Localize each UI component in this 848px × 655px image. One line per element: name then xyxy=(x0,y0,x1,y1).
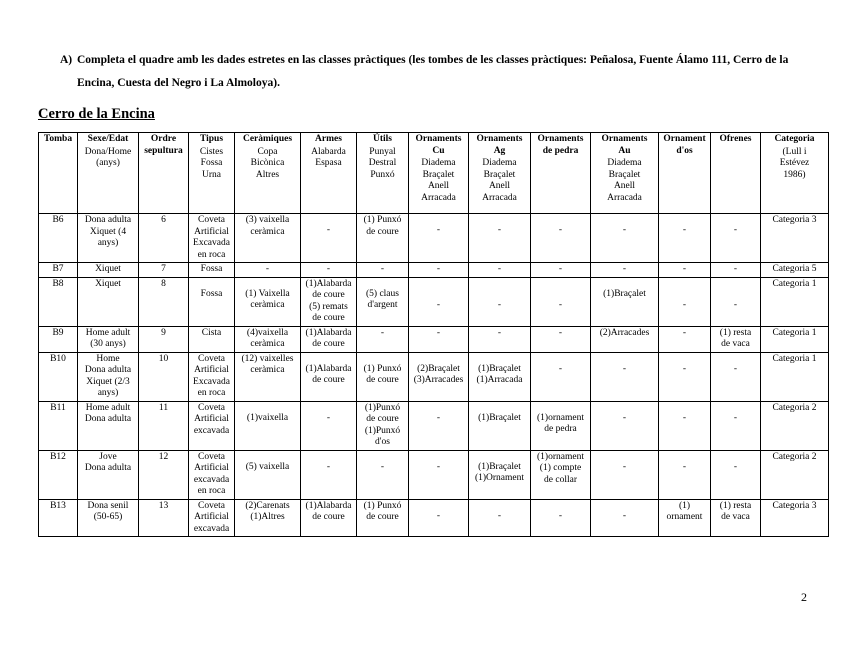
column-header-title: Ceràmiques xyxy=(242,134,293,144)
ornament-au-cell: (1)Braçalet xyxy=(591,277,659,326)
column-header xyxy=(78,133,139,214)
column-header xyxy=(761,133,829,214)
table-row xyxy=(39,352,829,401)
ceramics-cell: - xyxy=(235,263,301,278)
column-header-subtitle: Alabarda Espasa xyxy=(311,146,346,168)
ceramics-cell: (1)vaixella xyxy=(235,401,301,450)
column-header-title: Ofrenes xyxy=(719,134,752,144)
offerings-cell: - xyxy=(711,263,761,278)
weapons-cell: (1)Alabarda de coure xyxy=(301,326,357,352)
ornament-stone-cell: (1)ornament (1) compte de collar xyxy=(531,450,591,499)
offerings-cell: - xyxy=(711,352,761,401)
tools-cell: (5) claus d'argent xyxy=(357,277,409,326)
ceramics-cell: (4)vaixella ceràmica xyxy=(235,326,301,352)
tools-cell: (1) Punxó de coure xyxy=(357,499,409,537)
column-header xyxy=(139,133,189,214)
table-body xyxy=(39,214,829,537)
table-header-row xyxy=(39,133,829,214)
ornament-cu-cell: - xyxy=(409,499,469,537)
order-cell: 7 xyxy=(139,263,189,278)
ornament-stone-cell: (1)ornament de pedra xyxy=(531,401,591,450)
ornament-cu-cell: - xyxy=(409,401,469,450)
ornament-au-cell: - xyxy=(591,401,659,450)
ornament-au-cell: - xyxy=(591,352,659,401)
ornament-au-cell: - xyxy=(591,214,659,263)
ornament-cu-cell: (2)Braçalet (3)Arracades xyxy=(409,352,469,401)
sex-age-cell: Xiquet xyxy=(78,263,139,278)
sex-age-cell: Dona senil (50-65) xyxy=(78,499,139,537)
ornament-cu-cell: - xyxy=(409,277,469,326)
order-cell: 9 xyxy=(139,326,189,352)
weapons-cell: - xyxy=(301,263,357,278)
sex-age-cell: Xiquet xyxy=(78,277,139,326)
tools-cell: (1) Punxó de coure xyxy=(357,214,409,263)
ornament-stone-cell: - xyxy=(531,277,591,326)
column-header xyxy=(591,133,659,214)
ceramics-cell: (12) vaixelles ceràmica xyxy=(235,352,301,401)
category-cell: Categoria 1 xyxy=(761,352,829,401)
tomba-cell: B11 xyxy=(39,401,78,450)
weapons-cell: (1)Alabarda de coure xyxy=(301,499,357,537)
ornament-ag-cell: - xyxy=(469,499,531,537)
ornament-stone-cell: - xyxy=(531,352,591,401)
ornament-bone-cell: - xyxy=(659,326,711,352)
ornament-bone-cell: - xyxy=(659,352,711,401)
ornament-cu-cell: - xyxy=(409,263,469,278)
column-header-subtitle: Copa Bicònica Altres xyxy=(250,146,285,180)
column-header xyxy=(469,133,531,214)
category-cell: Categoria 1 xyxy=(761,277,829,326)
ornament-cu-cell: - xyxy=(409,214,469,263)
column-header-title: Ornaments Cu xyxy=(415,134,462,156)
tools-cell: - xyxy=(357,326,409,352)
ceramics-cell: (1) Vaixella ceràmica xyxy=(235,277,301,326)
ornament-bone-cell: - xyxy=(659,263,711,278)
ornament-au-cell: - xyxy=(591,450,659,499)
tomba-cell: B8 xyxy=(39,277,78,326)
column-header-title: Ornaments de pedra xyxy=(537,134,584,156)
type-cell: Coveta Artificial Excavada en roca xyxy=(189,214,235,263)
column-header-subtitle: Diadema Braçalet Anell Arracada xyxy=(607,158,642,203)
ceramics-cell: (5) vaixella xyxy=(235,450,301,499)
ornament-au-cell: - xyxy=(591,263,659,278)
ornament-bone-cell: - xyxy=(659,214,711,263)
category-cell: Categoria 5 xyxy=(761,263,829,278)
ornament-au-cell: - xyxy=(591,499,659,537)
tomba-cell: B9 xyxy=(39,326,78,352)
ornament-ag-cell: (1)Braçalet xyxy=(469,401,531,450)
tomba-cell: B12 xyxy=(39,450,78,499)
table-row xyxy=(39,277,829,326)
ornament-bone-cell: (1) ornament xyxy=(659,499,711,537)
weapons-cell: - xyxy=(301,401,357,450)
type-cell: Coveta Artificial Excavada en roca xyxy=(189,352,235,401)
tomb-table xyxy=(38,132,829,537)
weapons-cell: - xyxy=(301,214,357,263)
instruction-marker: A) xyxy=(60,54,73,66)
category-cell: Categoria 2 xyxy=(761,401,829,450)
column-header-title: Ornaments Ag xyxy=(476,134,523,156)
tomba-cell: B10 xyxy=(39,352,78,401)
column-header-subtitle: Punyal Destral Punxó xyxy=(368,146,397,180)
ornament-bone-cell: - xyxy=(659,450,711,499)
tools-cell: - xyxy=(357,263,409,278)
column-header xyxy=(189,133,235,214)
sex-age-cell: Home adult (30 anys) xyxy=(78,326,139,352)
column-header xyxy=(659,133,711,214)
column-header-subtitle: Dona/Home (anys) xyxy=(84,146,132,168)
column-header xyxy=(409,133,469,214)
column-header-subtitle: Cistes Fossa Urna xyxy=(199,146,224,180)
ornament-bone-cell: - xyxy=(659,401,711,450)
table-row xyxy=(39,401,829,450)
column-header-subtitle: Diadema Braçalet Anell Arracada xyxy=(421,158,456,203)
ornament-ag-cell: - xyxy=(469,326,531,352)
category-cell: Categoria 3 xyxy=(761,214,829,263)
column-header xyxy=(301,133,357,214)
column-header-title: Ornaments Au xyxy=(601,134,648,156)
order-cell: 8 xyxy=(139,277,189,326)
type-cell: Coveta Artificial excavada xyxy=(189,499,235,537)
column-header-title: Armes xyxy=(315,134,342,144)
sex-age-cell: Dona adulta Xiquet (4 anys) xyxy=(78,214,139,263)
column-header-title: Útils xyxy=(373,134,392,144)
ornament-bone-cell: - xyxy=(659,277,711,326)
column-header xyxy=(235,133,301,214)
ornament-ag-cell: - xyxy=(469,263,531,278)
tomba-cell: B6 xyxy=(39,214,78,263)
column-header-title: Tomba xyxy=(43,134,73,144)
ornament-stone-cell: - xyxy=(531,214,591,263)
table-row xyxy=(39,326,829,352)
column-header xyxy=(357,133,409,214)
table-row xyxy=(39,263,829,278)
table-row xyxy=(39,499,829,537)
page-number: 2 xyxy=(801,590,807,604)
type-cell: Coveta Artificial excavada xyxy=(189,401,235,450)
column-header-title: Ordre sepultura xyxy=(144,134,183,156)
ornament-ag-cell: (1)Braçalet (1)Ornament xyxy=(469,450,531,499)
ornament-ag-cell: - xyxy=(469,277,531,326)
table-row xyxy=(39,450,829,499)
weapons-cell: - xyxy=(301,450,357,499)
ornament-cu-cell: - xyxy=(409,450,469,499)
ornament-stone-cell: - xyxy=(531,326,591,352)
sex-age-cell: Home Dona adulta Xiquet (2/3 anys) xyxy=(78,352,139,401)
column-header-title: Tipus xyxy=(199,134,224,144)
weapons-cell: (1)Alabarda de coure (5) remats de coure xyxy=(301,277,357,326)
order-cell: 10 xyxy=(139,352,189,401)
section-title: Cerro de la Encina xyxy=(38,106,155,122)
sex-age-cell: Jove Dona adulta xyxy=(78,450,139,499)
sex-age-cell: Home adult Dona adulta xyxy=(78,401,139,450)
column-header xyxy=(39,133,78,214)
weapons-cell: (1)Alabarda de coure xyxy=(301,352,357,401)
category-cell: Categoria 2 xyxy=(761,450,829,499)
table-row xyxy=(39,214,829,263)
offerings-cell: - xyxy=(711,450,761,499)
tools-cell: (1) Punxó de coure xyxy=(357,352,409,401)
ornament-ag-cell: (1)Braçalet (1)Arracada xyxy=(469,352,531,401)
category-cell: Categoria 3 xyxy=(761,499,829,537)
order-cell: 6 xyxy=(139,214,189,263)
ceramics-cell: (3) vaixella ceràmica xyxy=(235,214,301,263)
ornament-ag-cell: - xyxy=(469,214,531,263)
tomba-cell: B7 xyxy=(39,263,78,278)
column-header-title: Sexe/Edat xyxy=(87,134,129,144)
offerings-cell: (1) resta de vaca xyxy=(711,499,761,537)
ornament-stone-cell: - xyxy=(531,499,591,537)
column-header xyxy=(711,133,761,214)
order-cell: 11 xyxy=(139,401,189,450)
column-header xyxy=(531,133,591,214)
column-header-subtitle: (Lull i Estévez 1986) xyxy=(779,146,810,180)
ornament-cu-cell: - xyxy=(409,326,469,352)
order-cell: 12 xyxy=(139,450,189,499)
tomba-cell: B13 xyxy=(39,499,78,537)
column-header-title: Ornament d'os xyxy=(663,134,706,156)
category-cell: Categoria 1 xyxy=(761,326,829,352)
offerings-cell: - xyxy=(711,401,761,450)
offerings-cell: - xyxy=(711,214,761,263)
order-cell: 13 xyxy=(139,499,189,537)
instruction-text: Completa el quadre amb les dades estretes en las classes pràctiques (les tombes de les classes pràctiques: Peñalosa, Fuente Álamo 111, Cerro de la Encina, Cuesta del Negro i La Almoloya). xyxy=(77,54,789,89)
ornament-au-cell: (2)Arracades xyxy=(591,326,659,352)
column-header-title: Categoria xyxy=(774,134,815,144)
type-cell: Fossa xyxy=(189,277,235,326)
ceramics-cell: (2)Carenats (1)Altres xyxy=(235,499,301,537)
column-header-subtitle: Diadema Braçalet Anell Arracada xyxy=(482,158,517,203)
tools-cell: - xyxy=(357,450,409,499)
offerings-cell: - xyxy=(711,277,761,326)
offerings-cell: (1) resta de vaca xyxy=(711,326,761,352)
ornament-stone-cell: - xyxy=(531,263,591,278)
instruction xyxy=(60,49,820,95)
type-cell: Cista xyxy=(189,326,235,352)
tools-cell: (1)Punxó de coure (1)Punxó d'os xyxy=(357,401,409,450)
type-cell: Fossa xyxy=(189,263,235,278)
type-cell: Coveta Artificial excavada en roca xyxy=(189,450,235,499)
